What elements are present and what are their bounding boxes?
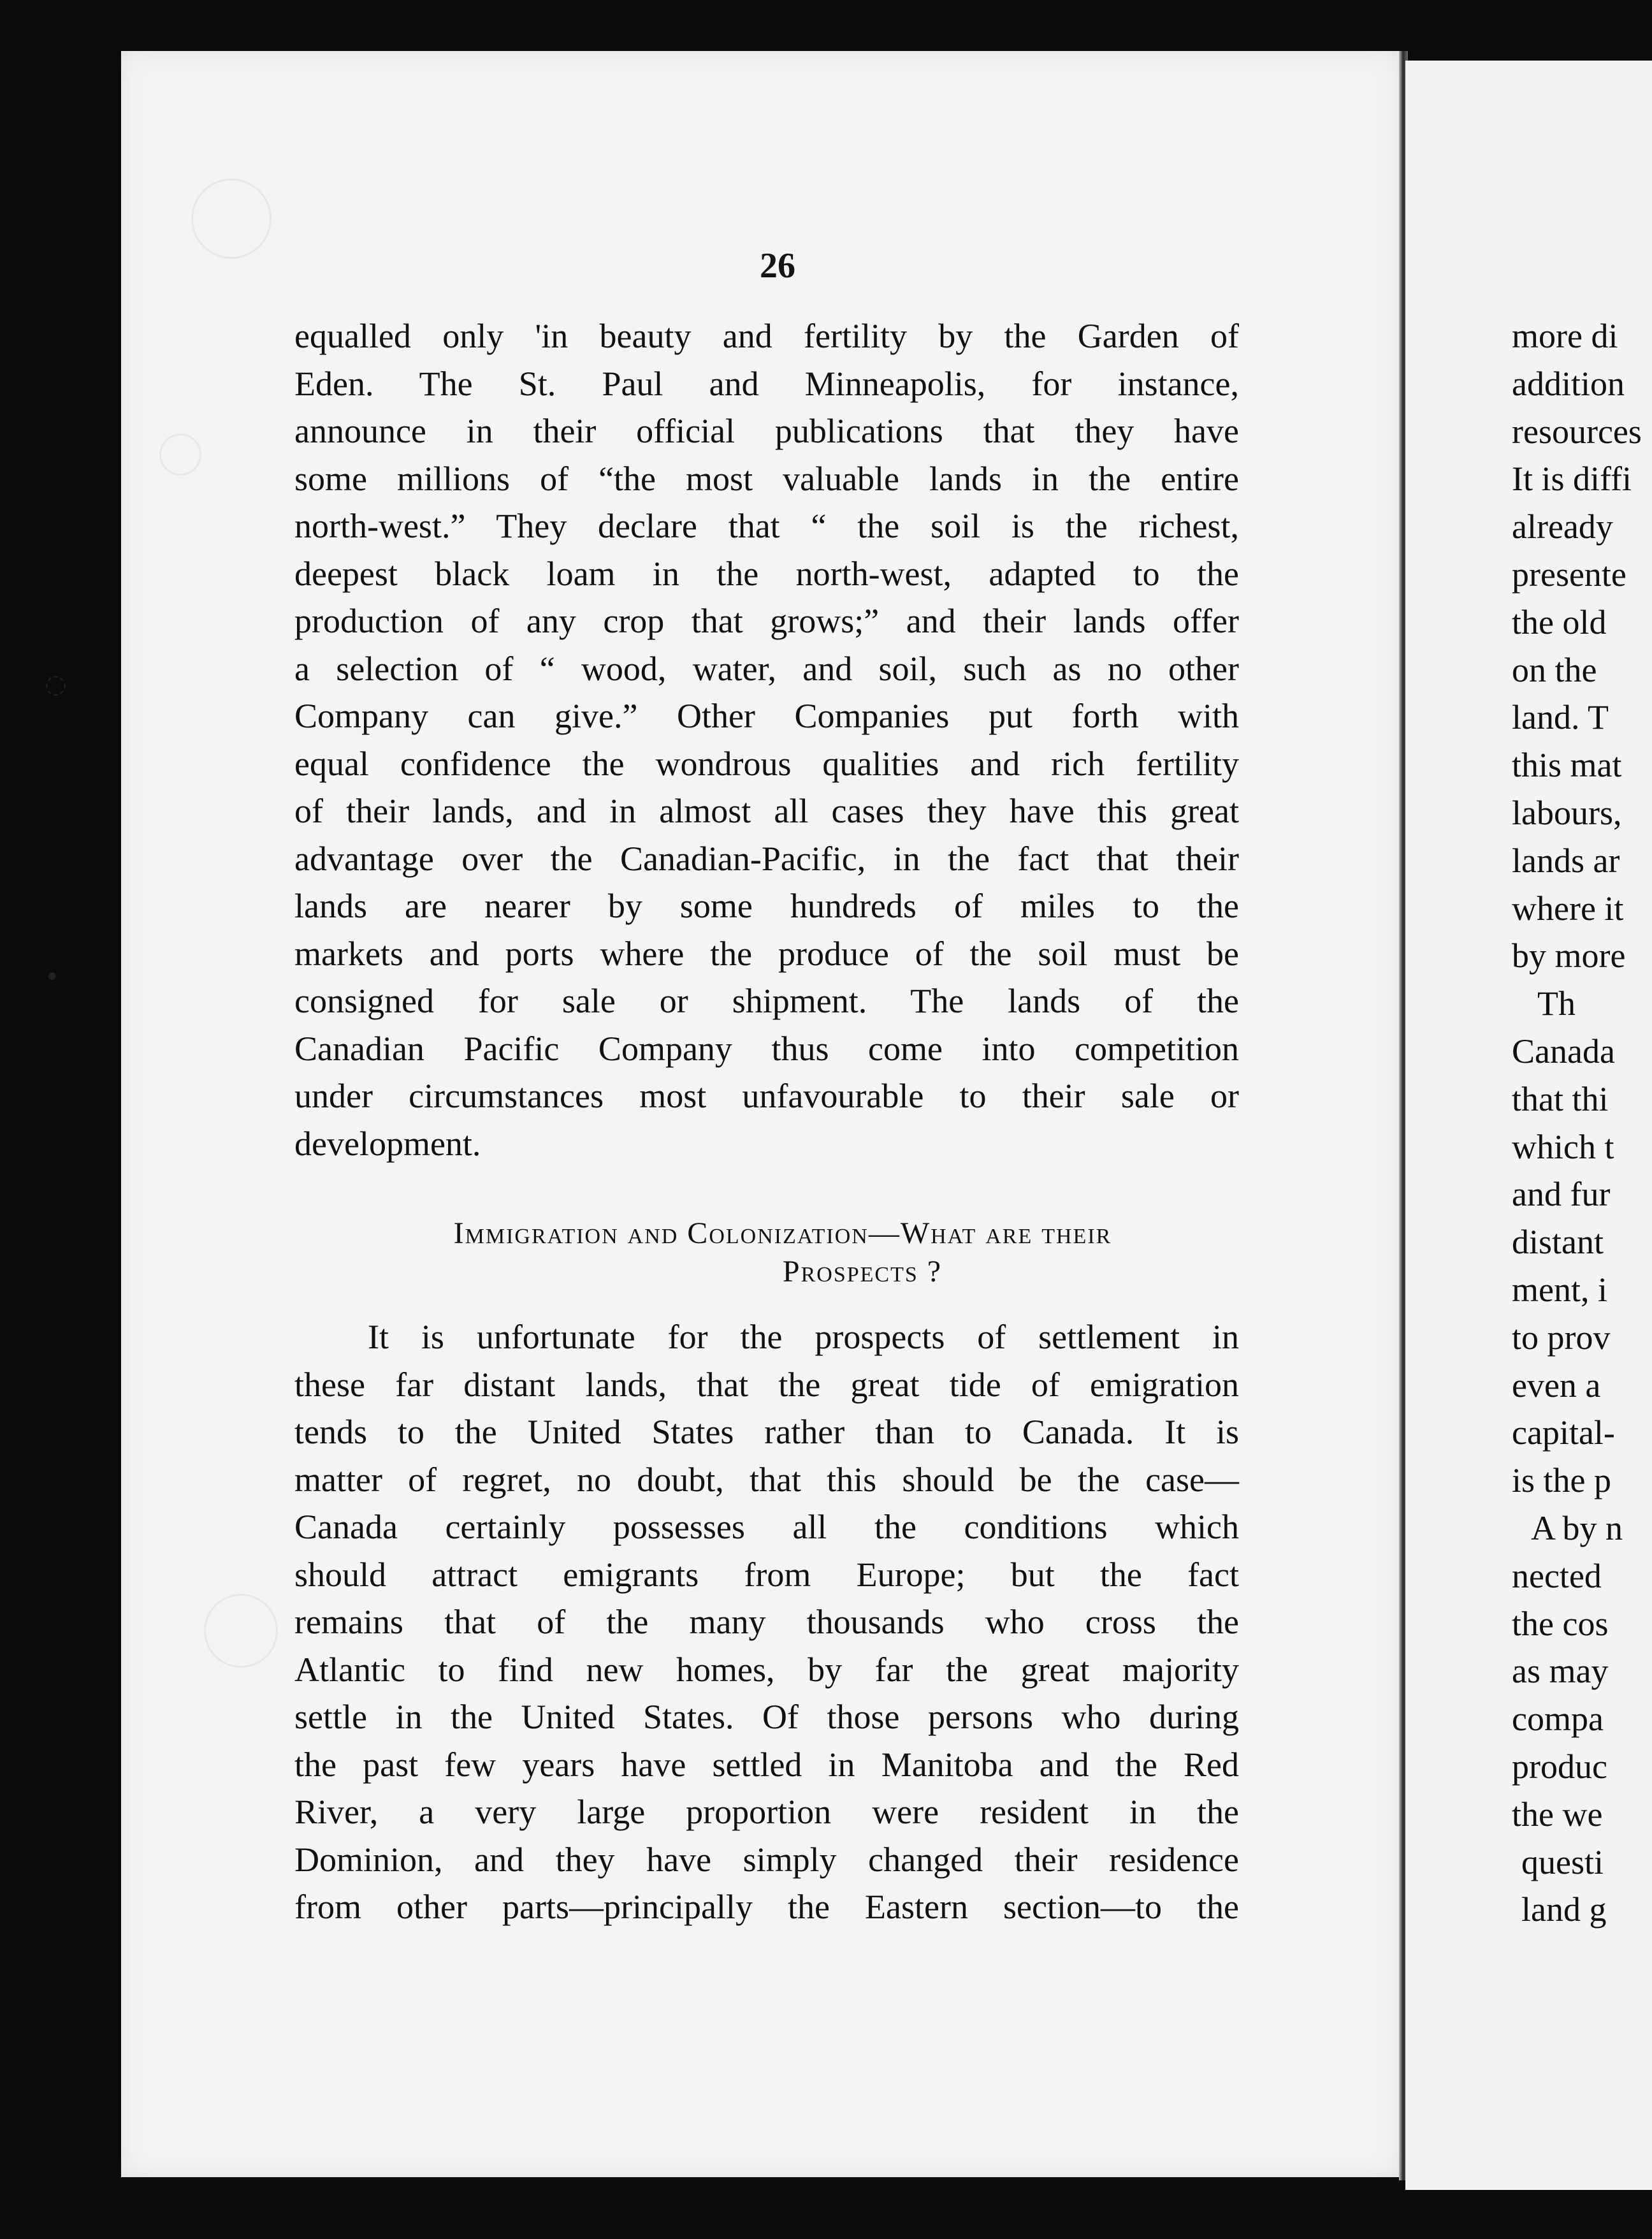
right-text-line: resources xyxy=(1512,412,1642,451)
right-text-line: distant xyxy=(1512,1223,1604,1262)
right-text-line: the old xyxy=(1512,602,1607,641)
right-text-line: produc xyxy=(1512,1747,1607,1786)
right-text-line: lands ar xyxy=(1512,841,1620,880)
text-line: lands are nearer by some hundreds of miles to the xyxy=(294,887,1239,925)
text-line: production of any crop that grows;” and their lands offer xyxy=(294,602,1239,640)
text-line: should attract emigrants from Europe; but the fact xyxy=(294,1555,1239,1594)
right-text-line: this mat xyxy=(1512,746,1622,785)
page-number: 26 xyxy=(760,246,795,286)
right-text-line: ment, i xyxy=(1512,1270,1607,1309)
right-text-line: already xyxy=(1512,507,1613,546)
right-text-line: which t xyxy=(1512,1127,1614,1166)
paragraph-1 xyxy=(294,312,1239,1167)
section-heading xyxy=(294,1214,1239,1291)
text-line: Dominion, and they have simply changed their residence xyxy=(294,1840,1239,1879)
margin-speck: • xyxy=(45,963,60,992)
paper-stain xyxy=(191,179,272,259)
heading-line: Prospects ? xyxy=(782,1255,943,1288)
right-text-line: to prov xyxy=(1512,1318,1611,1357)
right-text-line: that thi xyxy=(1512,1079,1609,1118)
right-text-line: on the xyxy=(1512,650,1597,689)
text-line: from other parts—principally the Eastern section—to the xyxy=(294,1888,1239,1926)
text-line: settle in the United States. Of those persons who during xyxy=(294,1698,1239,1736)
text-line: equal confidence the wondrous qualities and rich fertility xyxy=(294,744,1239,783)
right-text-line: It is diffi xyxy=(1512,460,1632,499)
text-line: consigned for sale or shipment. The lands of the xyxy=(294,982,1239,1020)
paper-stain xyxy=(159,434,201,476)
text-line: these far distant lands, that the great tide of emigration xyxy=(294,1365,1239,1404)
right-text-line: the we xyxy=(1512,1795,1603,1834)
text-line: matter of regret, no doubt, that this should be the case— xyxy=(294,1460,1239,1499)
text-line: remains that of the many thousands who cross the xyxy=(294,1603,1239,1641)
text-line: the past few years have settled in Manitoba and the Red xyxy=(294,1745,1239,1784)
right-text-line: is the p xyxy=(1512,1461,1611,1500)
text-line: Canadian Pacific Company thus come into competition xyxy=(294,1029,1239,1068)
right-text-line: Th xyxy=(1537,984,1576,1023)
right-text-line: and fur xyxy=(1512,1175,1611,1214)
right-text-line: land g xyxy=(1521,1890,1607,1929)
right-text-line: questi xyxy=(1521,1842,1604,1881)
text-line: Eden. The St. Paul and Minneapolis, for instance, xyxy=(294,364,1239,403)
right-text-line: capital- xyxy=(1512,1413,1615,1452)
text-line: some millions of “the most valuable lands in the entire xyxy=(294,459,1239,498)
text-line: under circumstances most unfavourable to their sale or xyxy=(294,1077,1239,1115)
right-text-line: A by n xyxy=(1531,1508,1623,1547)
right-text-line: as may xyxy=(1512,1652,1609,1691)
right-text-line: more di xyxy=(1512,317,1618,355)
right-text-line: Canada xyxy=(1512,1032,1615,1070)
right-text-line: the cos xyxy=(1512,1604,1609,1643)
right-text-line: compa xyxy=(1512,1700,1604,1739)
paragraph-2 xyxy=(294,1313,1239,1931)
text-line: markets and ports where the produce of the soil must be xyxy=(294,934,1239,973)
text-line: Canada certainly possesses all the conditions which xyxy=(294,1508,1239,1546)
right-text-line: even a xyxy=(1512,1366,1601,1404)
right-text-line: land. T xyxy=(1512,698,1609,737)
text-line: a selection of “ wood, water, and soil, such as no other xyxy=(294,649,1239,688)
right-text-line: nected xyxy=(1512,1556,1602,1595)
text-line: advantage over the Canadian-Pacific, in the fact that their xyxy=(294,839,1239,878)
text-line: equalled only 'in beauty and fertility by the Garden of xyxy=(294,317,1239,355)
paper-stain xyxy=(204,1594,278,1668)
text-line: Company can give.” Other Companies put forth with xyxy=(294,697,1239,735)
right-text-line: labours, xyxy=(1512,793,1622,832)
text-line: It is unfortunate for the prospects of settlement in xyxy=(368,1318,1239,1356)
right-text-line: presente xyxy=(1512,555,1627,594)
text-line: tends to the United States rather than to Canada. It is xyxy=(294,1413,1239,1451)
text-line: development. xyxy=(294,1124,481,1163)
text-line: Atlantic to find new homes, by far the great majority xyxy=(294,1650,1239,1689)
right-text-line: by more xyxy=(1512,937,1626,975)
text-line: deepest black loam in the north-west, adapted to the xyxy=(294,554,1239,593)
text-line: River, a very large proportion were resident in the xyxy=(294,1793,1239,1831)
right-text-line: addition xyxy=(1512,364,1625,403)
text-line: announce in their official publications that they have xyxy=(294,412,1239,450)
text-line: north-west.” They declare that “ the soil is the richest, xyxy=(294,507,1239,545)
text-line: of their lands, and in almost all cases they have this great xyxy=(294,792,1239,830)
margin-speck: ◌ xyxy=(45,669,67,699)
right-page-text xyxy=(1512,312,1652,1934)
right-text-line: where it xyxy=(1512,889,1624,928)
heading-line: Immigration and Colonization—What are their xyxy=(453,1216,1112,1250)
